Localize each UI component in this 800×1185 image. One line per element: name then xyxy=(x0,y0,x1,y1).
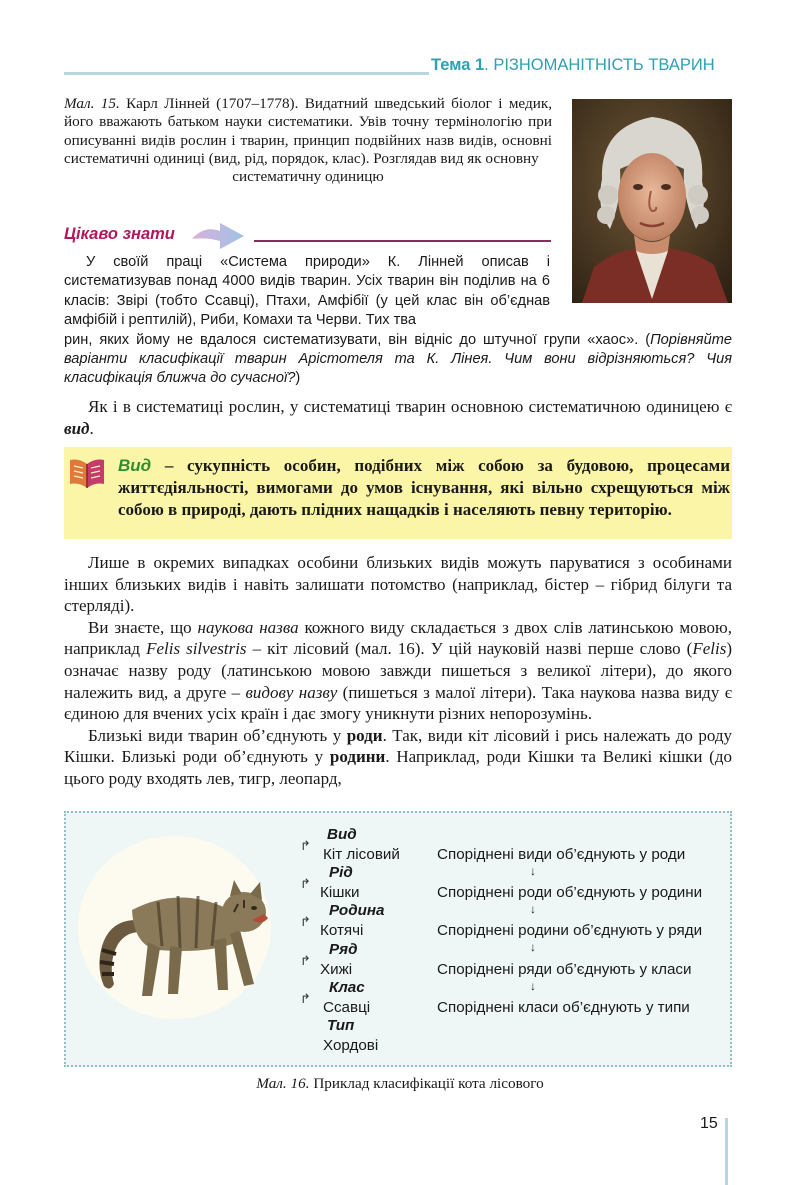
relation-text: Споріднені класи об’єднують у типи xyxy=(437,998,690,1016)
paragraph-scientific-name: Ви знаєте, що наукова назва кожного виду складається з двох слів латинською мовою, наприклад Felis silvestris – кіт лісовий (мал. 16). У цій науковій назві перше слово (Felis) означає назву роду (латинською мовою завжди пишеться з великої літери), до якого належить вид, а друге – видову назву (пишеться з малої літери). Така наукова назва виду є єдиною для вчених усіх країн і дає змогу уникнути різних непорозумінь. xyxy=(64,617,733,724)
bracket-arrow-icon: ↱ xyxy=(300,914,311,930)
paragraph-hybrids: Лише в окремих випадках особини близьких видів можуть паруватися з особинами інших близьких видів і навіть залишати потомство (наприклад, бістер – гібрид білуги та стерляді). xyxy=(64,553,732,616)
definition-term: Вид xyxy=(118,456,152,475)
bracket-arrow-icon: ↱ xyxy=(300,838,311,853)
rank-label: Вид xyxy=(327,826,357,843)
bracket-arrow-icon: ↱ xyxy=(300,990,311,1006)
page-number: 15 xyxy=(700,1115,718,1132)
rank-label: Тип xyxy=(327,1017,355,1034)
figure-15-caption: Мал. 15. Карл Лінней (1707–1778). Видатний шведський біолог і медик, його вважають батьком науки систематики. Увів точну термінологію при описуванні видів рослин і тварин, принцип подвійних назв видів, основні систематичні одиниці (вид, рід, порядок, клас). Розглядав вид як основну систематичну одиницю xyxy=(64,95,553,186)
rank-value: Кіт лісовий xyxy=(323,846,400,863)
interesting-facts-title: Цікаво знати xyxy=(64,225,175,243)
rank-value: Кішки xyxy=(320,884,360,902)
rank-label: Родина xyxy=(329,902,385,920)
rank-value: Ссавці xyxy=(323,998,371,1016)
down-arrow-icon: ↓ xyxy=(530,902,536,917)
rank-label: Ряд xyxy=(329,940,358,958)
arrow-right-icon xyxy=(190,219,246,253)
rank-label: Клас xyxy=(329,978,365,996)
page-margin-rule xyxy=(725,1118,728,1185)
interesting-facts-rule xyxy=(254,240,551,242)
relation-text: Споріднені види об’єднують у роди xyxy=(437,846,686,863)
rank-label: Рід xyxy=(329,864,353,882)
relation-text: Споріднені ряди об’єднують у класи xyxy=(437,960,692,978)
figure-16-caption: Мал. 16. Приклад класифікації кота лісового xyxy=(256,1075,544,1092)
rank-value: Котячі xyxy=(320,922,364,940)
topic-header: Тема 1. РІЗНОМАНІТНІСТЬ ТВАРИН xyxy=(431,56,715,74)
main-text xyxy=(64,552,732,790)
wildcat-illustration xyxy=(88,850,274,1010)
paragraph-genera: Близькі види тварин об’єднують у роди. Так, види кіт лісовий і рись належать до роду Кішки. Близькі роди об’єднують у родини. Наприклад, роди Кішки та Великі кішки (до цього роду входять лев, тигр, леопард, xyxy=(64,725,732,788)
bracket-arrow-icon: ↱ xyxy=(300,952,311,968)
down-arrow-icon: ↓ xyxy=(530,940,536,955)
paragraph-species-unit: Як і в систематиці рослин, у систематиці тварин основною систематичною одиницею є вид. xyxy=(64,397,732,438)
down-arrow-icon: ↓ xyxy=(530,978,536,993)
open-book-icon xyxy=(68,456,106,490)
interesting-facts-text: У своїй праці «Система природи» К. Лінней описав і систематизував понад 4000 видів тварин. Усіх тварин він поділив на 6 класів: Звірі (тобто Ссавці), Птахи, Амфібії (у цей клас він об’єднав амфібій і рептилій), Риби, Комахи та Черви. Тих тва рин, яких йому не вдалося систематизувати, він відніс до штучної групи «хаос». (Порівняйте варіанти класифікації тварин Арістотеля та К. Лінея. Чим вони відрізняються? Чия класифікація ближча до сучасної?) xyxy=(64,254,732,387)
bracket-arrow-icon: ↱ xyxy=(300,876,311,892)
header-rule xyxy=(64,72,429,75)
rank-value: Хижі xyxy=(320,960,353,978)
figure-15-label: Мал. 15. xyxy=(64,95,120,112)
relation-text: Споріднені родини об’єднують у ряди xyxy=(437,922,703,940)
down-arrow-icon: ↓ xyxy=(530,864,536,878)
species-definition: Вид – сукупність особин, подібних між собою за будовою, процесами життєдіяльності, вимогами до умов існування, які вільно схрещуються між собою в природі, дають плідних нащадків і населяють певну територію. xyxy=(118,456,730,519)
relation-text: Споріднені роди об’єднують у родини xyxy=(437,884,703,902)
rank-value: Хордові xyxy=(323,1037,379,1054)
